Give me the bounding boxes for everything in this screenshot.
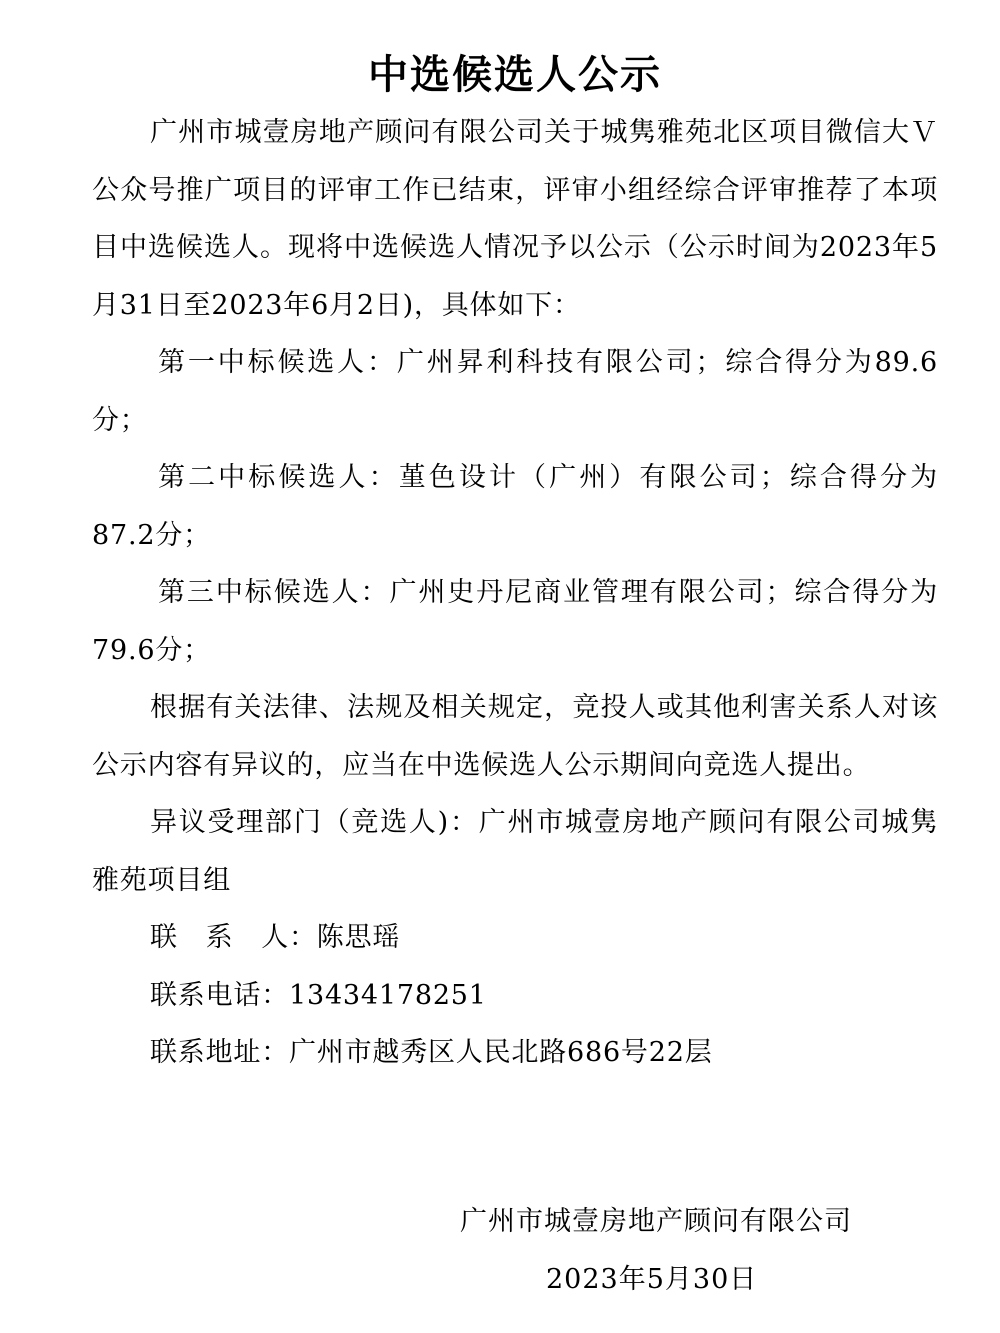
document-body — [92, 104, 938, 1082]
third-candidate-paragraph: 第三中标候选人：广州史丹尼商业管理有限公司；综合得分为79.6分； — [92, 577, 938, 666]
contact-person-line: 联 系 人：陈思瑶 — [150, 922, 401, 953]
second-candidate-paragraph: 第二中标候选人：堇色设计（广州）有限公司；综合得分为87.2分； — [92, 462, 938, 551]
contact-address-line: 联系地址：广州市越秀区人民北路686号22层 — [150, 1037, 713, 1068]
objection-department-paragraph: 异议受理部门（竞选人)：广州市城壹房地产顾问有限公司城隽雅苑项目组 — [92, 807, 938, 896]
signature-date: 2023年5月30日 — [546, 1264, 758, 1295]
objection-notice-paragraph: 根据有关法律、法规及相关规定，竞投人或其他利害关系人对该公示内容有异议的，应当在中选候选人公示期间向竞选人提出。 — [92, 692, 938, 781]
document-title: 中选候选人公示 — [368, 51, 662, 98]
signature-organization: 广州市城壹房地产顾问有限公司 — [460, 1206, 852, 1237]
intro-paragraph: 广州市城壹房地产顾问有限公司关于城隽雅苑北区项目微信大Ｖ公众号推广项目的评审工作已结束，评审小组经综合评审推荐了本项目中选候选人。现将中选候选人情况予以公示（公示时间为2023年5月31日至2023年6月2日)，具体如下： — [92, 117, 938, 321]
contact-phone-line: 联系电话：13434178251 — [150, 979, 487, 1011]
first-candidate-paragraph: 第一中标候选人：广州昇利科技有限公司；综合得分为89.6分； — [92, 347, 938, 436]
